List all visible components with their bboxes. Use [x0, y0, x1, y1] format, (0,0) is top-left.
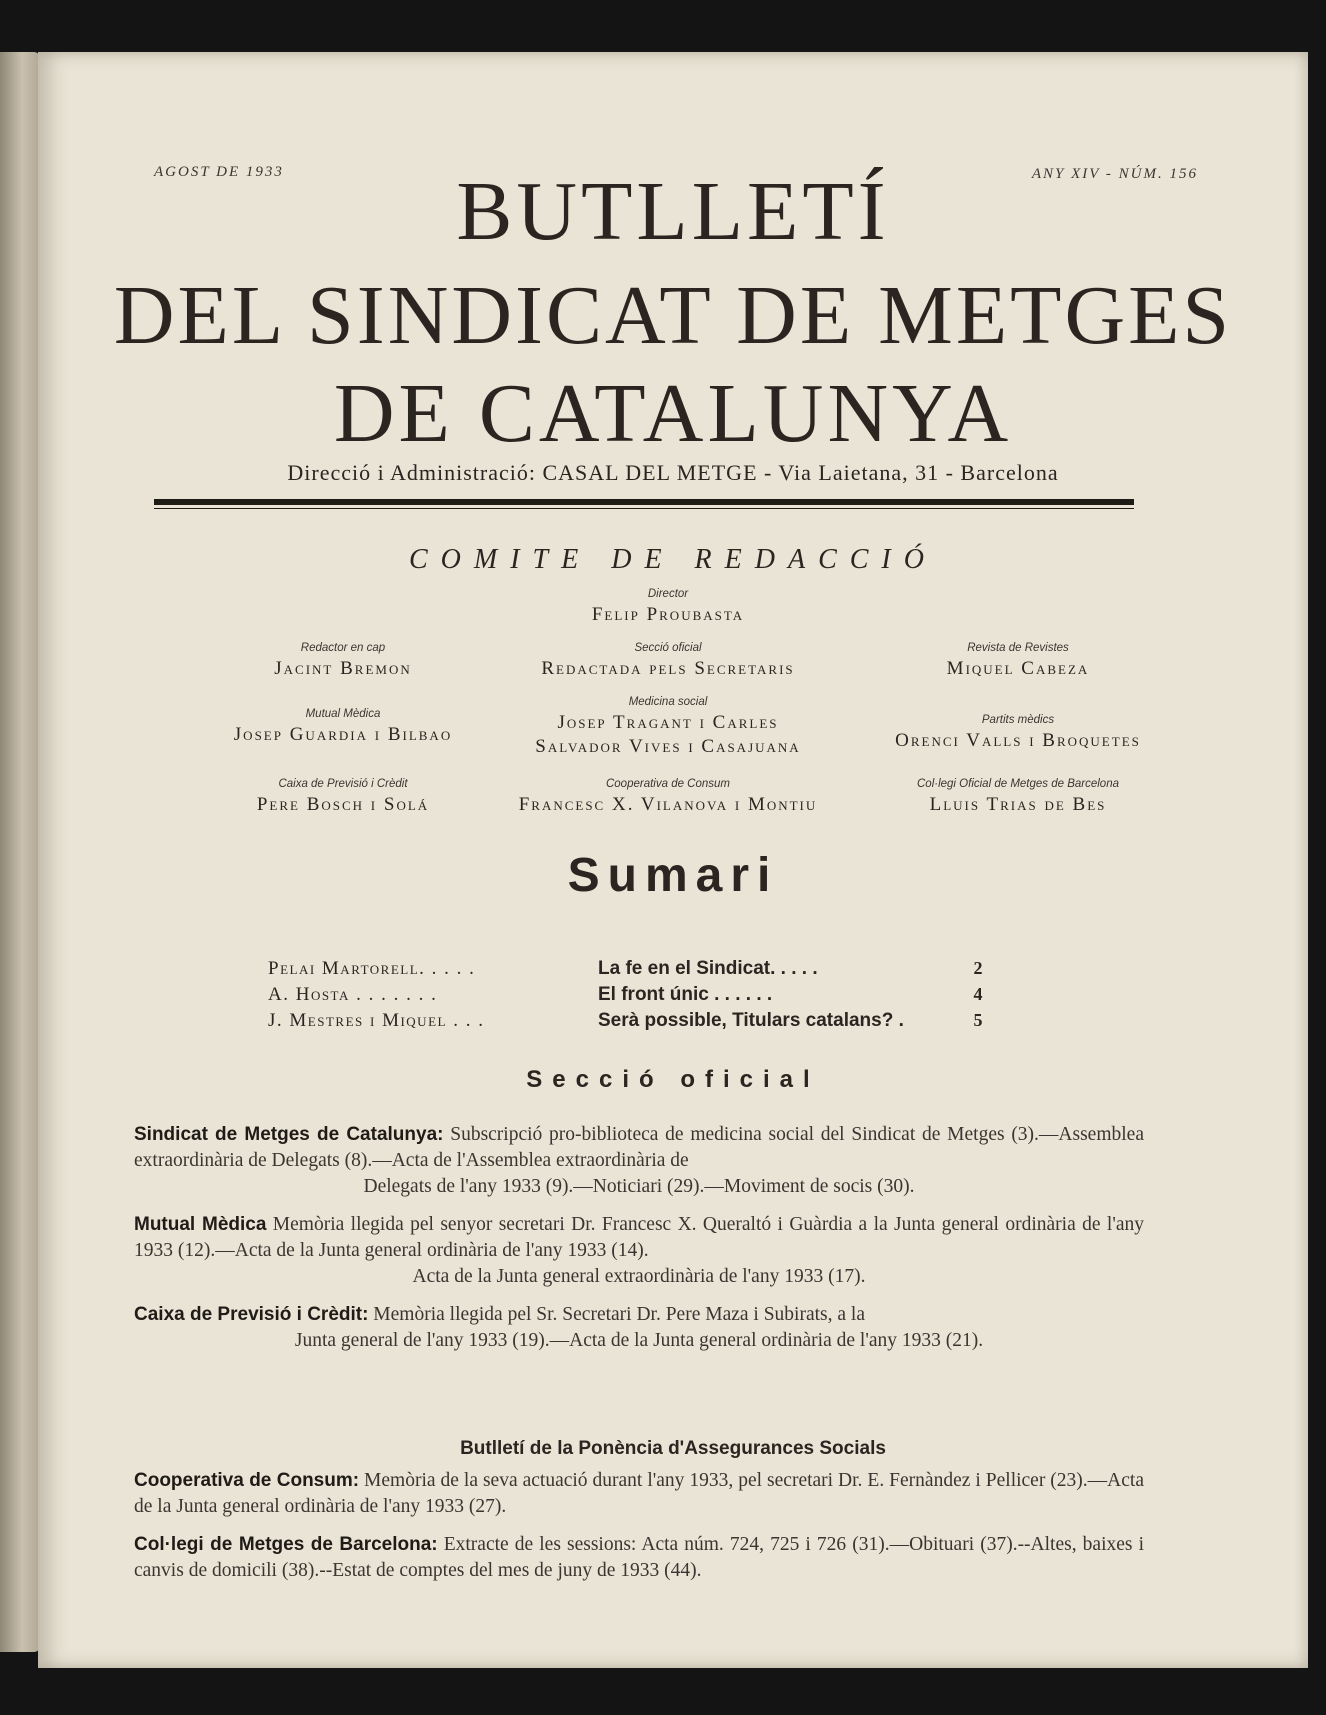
masthead-rule — [154, 499, 1134, 505]
insurance-bulletin-heading: Butlletí de la Ponència d'Assegurances Socials — [460, 1438, 886, 1459]
editorial-committee-heading: COMITE DE REDACCIÓ — [409, 544, 937, 575]
committee-role: Col·legi Oficial de Metges de Barcelona — [917, 778, 1119, 790]
toc-title: La fe en el Sindicat. . . . . — [598, 958, 818, 979]
committee-role: Partits mèdics — [981, 714, 1055, 726]
toc-author: A. Hosta . . . . . . . — [268, 984, 438, 1005]
committee-member: Salvador Vives i Casajuana — [535, 736, 801, 757]
toc-page-number: 2 — [973, 958, 983, 978]
committee-role: Redactor en cap — [300, 642, 386, 654]
committee-role: Revista de Revistes — [967, 642, 1069, 654]
masthead-title-line2: DEL SINDICAT DE METGES — [113, 269, 1233, 362]
committee-role: Cooperativa de Consum — [605, 778, 730, 790]
committee-member: Pere Bosch i Solá — [256, 794, 430, 815]
section-entry-cooperativa — [134, 1468, 1144, 1520]
entry-text-last: Junta general de l'any 1933 (19).—Acta de la Junta general ordinària de l'any 1933 (21). — [294, 1330, 984, 1351]
toc-entry — [268, 958, 1028, 986]
toc-entry — [268, 1010, 1028, 1038]
committee-member: Francesc X. Vilanova i Montiu — [518, 794, 818, 815]
section-entry-collegi — [134, 1532, 1144, 1584]
facing-page-edge — [0, 52, 40, 1652]
summary-heading: Sumari — [567, 849, 779, 902]
committee-member: Jacint Bremon — [274, 658, 412, 679]
issue-date: AGOST DE 1933 — [154, 164, 284, 180]
toc-entry — [268, 984, 1028, 1012]
committee-member: Josep Guardia i Bilbao — [233, 724, 453, 745]
entry-text: Memòria llegida pel Sr. Secretari Dr. Pere Maza i Subirats, a la — [368, 1304, 865, 1325]
document-page — [38, 52, 1308, 1668]
committee-role: Caixa de Previsió i Crèdit — [278, 778, 408, 790]
administration-address: Direcció i Administració: CASAL DEL METGE - Via Laietana, 31 - Barcelona — [287, 460, 1059, 485]
official-section-heading: Secció oficial — [526, 1066, 820, 1093]
entry-text-last: Acta de la Junta general extraordinària de l'any 1933 (17). — [412, 1266, 866, 1287]
section-entry-sindicat — [134, 1122, 1144, 1200]
director-name: Felip Proubasta — [591, 604, 745, 625]
issue-number: ANY XIV - NÚM. 156 — [1031, 166, 1198, 182]
entry-text-last: Delegats de l'any 1933 (9).—Noticiari (29).—Moviment de socis (30). — [363, 1176, 915, 1197]
toc-title: El front únic . . . . . . — [598, 984, 773, 1005]
entry-text: Subscripció pro-biblioteca de medicina social del Sindicat de Metges (3).—Assemblea extraordinària de Delegats (8).—Acta de l'Assemblea extraordinària de — [134, 1124, 1144, 1171]
committee-role: Medicina social — [628, 696, 708, 708]
committee-member: Lluis Trias de Bes — [929, 794, 1107, 815]
entry-text: Memòria de la seva actuació durant l'any 1933, pel secretari Dr. E. Fernàndez i Pellicer (23).—Acta de la Junta general ordinària de l'any 1933 (27). — [134, 1470, 1144, 1517]
entry-text: Extracte de les sessions: Acta núm. 724, 725 i 726 (31).—Obituari (37).--Altes, baixes i canvis de domicili (38).--Estat de comptes del mes de juny de 1933 (44). — [134, 1534, 1144, 1581]
section-entry-caixa — [134, 1302, 1144, 1354]
committee-member: Orenci Valls i Broquetes — [895, 730, 1141, 751]
entry-heading: Col·legi de Metges de Barcelona: — [134, 1534, 438, 1555]
toc-page-number: 5 — [973, 1010, 983, 1030]
toc-author: J. Mestres i Miquel . . . — [268, 1010, 485, 1031]
committee-role: Secció oficial — [634, 642, 702, 654]
masthead-title-line1: BUTLLETÍ — [456, 165, 890, 258]
entry-text: Memòria llegida pel senyor secretari Dr. Francesc X. Queraltó i Guàrdia a la Junta general ordinària de l'any 1933 (12).—Acta de la Junta general ordinària de l'any 1933 (14). — [134, 1214, 1144, 1261]
entry-heading: Cooperativa de Consum: — [134, 1470, 360, 1491]
entry-heading: Caixa de Previsió i Crèdit: — [134, 1304, 369, 1325]
entry-heading: Mutual Mèdica — [134, 1214, 267, 1235]
director-role: Director — [647, 588, 689, 600]
masthead-title-line3: DE CATALUNYA — [333, 367, 1013, 460]
toc-page-number: 4 — [973, 984, 983, 1004]
committee-member: Josep Tragant i Carles — [557, 712, 779, 733]
committee-member: Redactada pels Secretaris — [541, 658, 795, 679]
committee-role: Mutual Mèdica — [305, 708, 381, 720]
section-entry-mutual — [134, 1212, 1144, 1290]
toc-author: Pelai Martorell. . . . . — [268, 958, 476, 979]
masthead-rule-thin — [154, 508, 1134, 509]
toc-title: Serà possible, Titulars catalans? . — [598, 1010, 904, 1031]
committee-member: Miquel Cabeza — [946, 658, 1090, 679]
entry-heading: Sindicat de Metges de Catalunya: — [134, 1124, 444, 1145]
